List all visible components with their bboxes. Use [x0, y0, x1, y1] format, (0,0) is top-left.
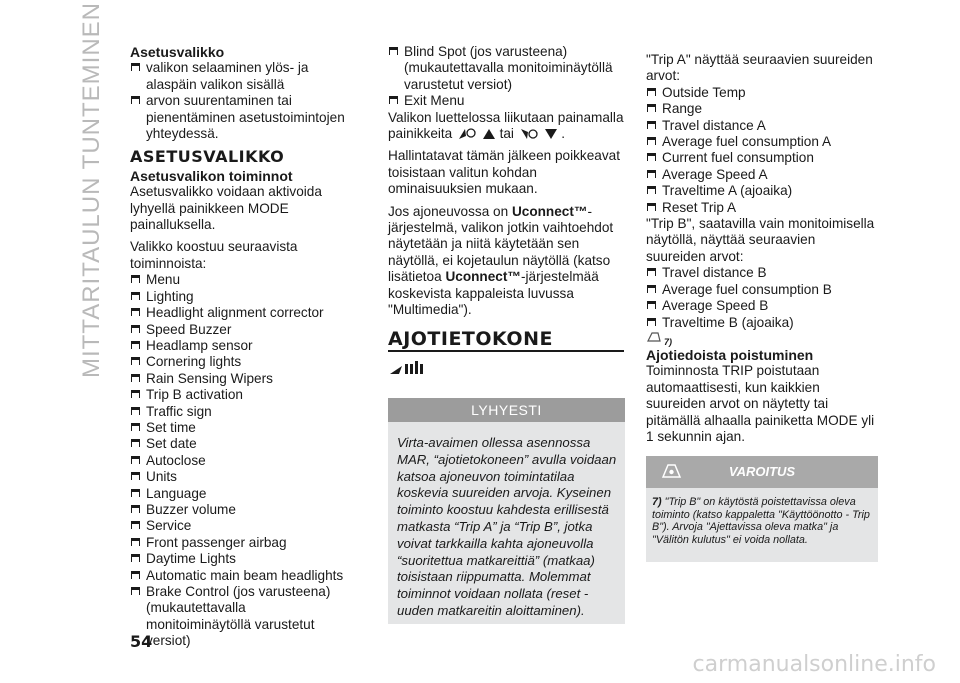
list-item: Reset Trip A — [646, 200, 878, 216]
list-item: Brake Control (jos varusteena) (mukautettavalla monitoiminäytöllä varustetut versiot) — [130, 584, 352, 650]
uconnect-brand: Uconnect™ — [511, 203, 588, 219]
list-item: Speed Buzzer — [130, 322, 352, 338]
list-item: Rain Sensing Wipers — [130, 371, 352, 387]
down-triangle-icon — [544, 128, 558, 140]
list-item: Range — [646, 101, 878, 117]
list-item: Buzzer volume — [130, 502, 352, 518]
paragraph-buttons — [388, 110, 624, 143]
up-arrow-key-icon — [456, 126, 478, 142]
chapter-sidebar — [78, 2, 106, 378]
list-item: Language — [130, 486, 352, 502]
list-item: Traveltime A (ajoaika) — [646, 183, 878, 199]
subheading: Asetusvalikon toiminnot — [130, 167, 293, 184]
warning-body: "Trip B" on käytöstä poistettavissa oleva toiminto (katso kappaletta "Käyttöönotto - Trip B"). Arvoja "Ajettavissa oleva matka" ja "Välitön kulutus" ei voida nollata. — [652, 496, 870, 546]
uconnect-brand: Uconnect™ — [445, 269, 521, 285]
column-2 — [388, 44, 624, 380]
list-item: Outside Temp — [646, 85, 878, 101]
warning-text — [646, 488, 878, 546]
paragraph: Valikko koostuu seuraavista toiminnoista: — [130, 239, 298, 271]
list-item: Service — [130, 518, 352, 534]
warning-title: VAROITUS — [728, 464, 796, 479]
list-item: Traffic sign — [130, 404, 352, 420]
summary-text: Virta-avaimen ollessa asennossa MAR, “ajotietokoneen” avulla voidaan katsoa ajoneuvon toimintatilaa koskevia suureiden arvoja. Kyseinen toiminto koostuu kahdesta erillisestä matkasta “Trip A” ja “Trip B”, jotka voivat tarkkailla kahta ajoneuvolla “suoritettua matkareittiä” (matkaa) toisistaan riippumatta. Molemmat toiminnot voidaan nollata (reset - uuden matkareitin aloittaminen). — [397, 435, 617, 618]
list-item: Automatic main beam headlights — [130, 568, 352, 584]
menu-items-list-continued — [388, 44, 624, 110]
warning-box — [646, 456, 878, 562]
column-3 — [646, 52, 878, 451]
note-ref: 7) — [664, 336, 673, 347]
intro-list — [130, 60, 352, 142]
paragraph: "Trip B", saatavilla vain monitoimisella näytöllä, näyttää seuraavien suureiden arvot: — [646, 216, 875, 264]
trip-computer-icon — [388, 358, 428, 380]
list-item: valikon selaaminen ylös- ja alaspäin valikon sisällä — [130, 60, 352, 93]
list-item: arvon suurentaminen tai pienentäminen asetustoimintojen yhteydessä. — [130, 93, 352, 142]
list-item: Blind Spot (jos varusteena) (mukautettavalla monitoiminäytöllä varustetut versiot) — [388, 44, 624, 93]
paragraph-text: Valikon luettelossa liikutaan painamalla painikkeita — [388, 109, 624, 142]
page-number: 54 — [130, 632, 153, 651]
paragraph-text: . — [561, 126, 566, 142]
heading-asetusvalikko: Asetusvalikko — [130, 44, 225, 60]
down-arrow-key-icon — [518, 126, 540, 142]
list-item: Lighting — [130, 289, 352, 305]
list-item: Exit Menu — [388, 93, 624, 109]
section-title-ajotietokone: AJOTIETOKONE — [388, 331, 624, 352]
trip-a-list — [646, 85, 878, 216]
menu-items-list — [130, 272, 352, 649]
list-item: Average fuel consumption A — [646, 134, 878, 150]
watermark: carmanualsonline.info — [692, 652, 936, 677]
warning-reference — [646, 331, 878, 347]
list-item: Cornering lights — [130, 354, 352, 370]
list-item: Set date — [130, 436, 352, 452]
warning-car-icon — [646, 331, 662, 343]
paragraph: Hallintatavat tämän jälkeen poikkeavat toisistaan valitun kohdan ominaisuuksien mukaan. — [388, 148, 620, 197]
chapter-title: MITTARITAULUN TUNTEMINEN — [78, 2, 105, 378]
paragraph-text: Jos ajoneuvossa on — [388, 203, 512, 219]
list-item: Travel distance A — [646, 118, 878, 134]
list-item: Average Speed A — [646, 167, 878, 183]
column-1 — [130, 44, 352, 650]
up-triangle-icon — [482, 128, 496, 140]
list-item: Travel distance B — [646, 265, 878, 281]
list-item: Headlamp sensor — [130, 338, 352, 354]
section-heading: ASETUSVALIKKO — [130, 147, 285, 167]
paragraph-text: -järjestelmä, valikon jotkin vaihtoehdot näytetään ja niitä käytetään sen näytöllä, ei kojetaulun näytöllä (katso lisätietoa — [388, 203, 614, 285]
summary-header: LYHYESTI — [388, 398, 625, 422]
summary-box — [388, 398, 625, 624]
paragraph: Asetusvalikko voidaan aktivoida lyhyellä painikkeen MODE painalluksella. — [130, 184, 322, 233]
warning-header — [646, 456, 878, 488]
list-item: Set time — [130, 420, 352, 436]
list-item: Units — [130, 469, 352, 485]
subheading: Ajotiedoista poistuminen — [646, 346, 814, 363]
list-item: Autoclose — [130, 453, 352, 469]
paragraph-uconnect — [388, 204, 624, 319]
list-item: Average fuel consumption B — [646, 282, 878, 298]
list-item: Current fuel consumption — [646, 150, 878, 166]
list-item: Headlight alignment corrector — [130, 305, 352, 321]
trip-b-list — [646, 265, 878, 331]
list-item: Traveltime B (ajoaika) — [646, 315, 878, 331]
list-item: Front passenger airbag — [130, 535, 352, 551]
list-item: Average Speed B — [646, 298, 878, 314]
list-item: Daytime Lights — [130, 551, 352, 567]
paragraph: "Trip A" näyttää seuraavien suureiden arvot: — [646, 52, 873, 84]
warning-number: 7) — [652, 496, 662, 508]
paragraph-text: tai — [499, 126, 514, 142]
list-item: Trip B activation — [130, 387, 352, 403]
paragraph-text: -järjestelmää koskevista kappaleista luvussa "Multimedia"). — [388, 269, 599, 318]
paragraph: Toiminnosta TRIP poistutaan automaattisesti, kun kaikkien suureiden arvot on näytetty tai pitämällä alhaalla painiketta MODE yli 1 sekunnin ajan. — [646, 363, 875, 444]
list-item: Menu — [130, 272, 352, 288]
